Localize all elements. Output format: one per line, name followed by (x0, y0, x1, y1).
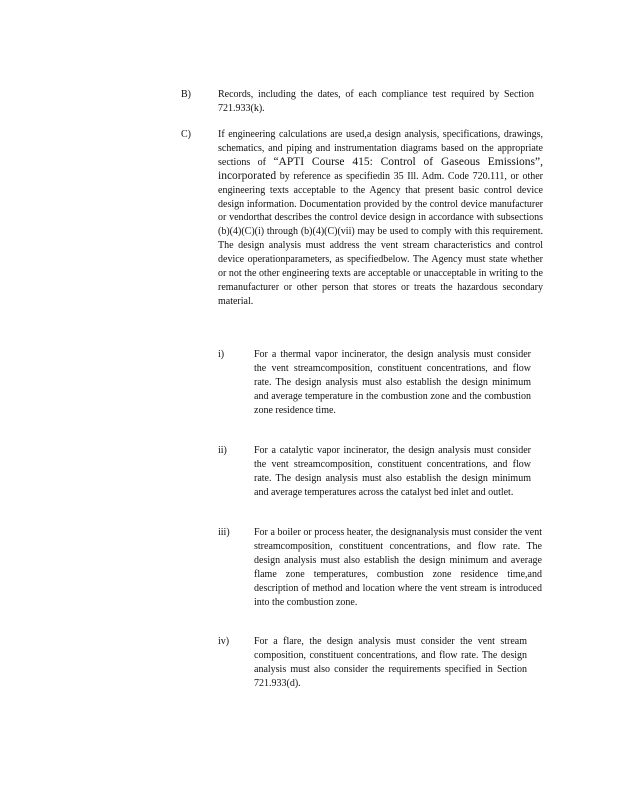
apti-course-reference: “APTI Course 415: Control of Gaseous Emissions”, incorporated (218, 155, 544, 182)
paragraph-b-label: B) (181, 89, 191, 100)
subparagraph-iv-label: iv) (218, 636, 230, 647)
subparagraph-i-label: i) (218, 349, 225, 360)
subparagraph-iii-label: iii) (218, 527, 230, 538)
paragraph-c-text-after: by reference as specifiedin 35 Ill. Adm. Code 720.111, or other engineering texts acceptable to the Agency that present basic control device design information. Documentation provided by the control device manufacturer or vendorthat describes the control device design in accordance with subsections (b)(4)(C)(i) through (b)(4)(C)(vii) may be used to comply with this requirement. The design analysis must address the vent stream characteristics and control device operationparameters, as specifiedbelow. The Agency must state whether or not the other engineering texts are acceptable or unacceptable in writing to the remanufacturer or other person that stores or treats the hazardous secondary material. (218, 170, 544, 307)
paragraph-c-text-before: If engineering calculations are used,a design analysis, specifications, drawings, schematics, and piping and instrumentation diagrams based on the appropriate sections of (218, 129, 543, 168)
subparagraph-ii-label: ii) (218, 445, 227, 456)
subparagraph-i-text: For a thermal vapor incinerator, the design analysis must consider the vent streamcomposition, constituent concentrations, and flow rate. The design analysis must also establish the design minimum and average temperature in the combustion zone and the combustion zone residence time. (254, 349, 531, 416)
subparagraph-ii-text: For a catalytic vapor incinerator, the design analysis must consider the vent streamcomposition, constituent concentrations, and flow rate. The design analysis must also establish the design minimum and average temperatures across the catalyst bed inlet and outlet. (254, 445, 531, 498)
paragraph-c-text (218, 128, 543, 309)
paragraph-b-text: Records, including the dates, of each compliance test required by Section 721.933(k). (218, 89, 534, 114)
subparagraph-iii-text: For a boiler or process heater, the designanalysis must consider the vent streamcomposition, constituent concentrations, and flow rate. The design analysis must also establish the design minimum and average flame zone temperatures, combustion zone residence time,and description of method and location where the vent stream is introduced into the combustion zone. (254, 527, 542, 608)
subparagraph-iv-text: For a flare, the design analysis must consider the vent stream composition, constituent concentrations, and flow rate. The design analysis must also consider the requirements specified in Section 721.933(d). (254, 636, 527, 689)
paragraph-c-label: C) (181, 129, 191, 140)
